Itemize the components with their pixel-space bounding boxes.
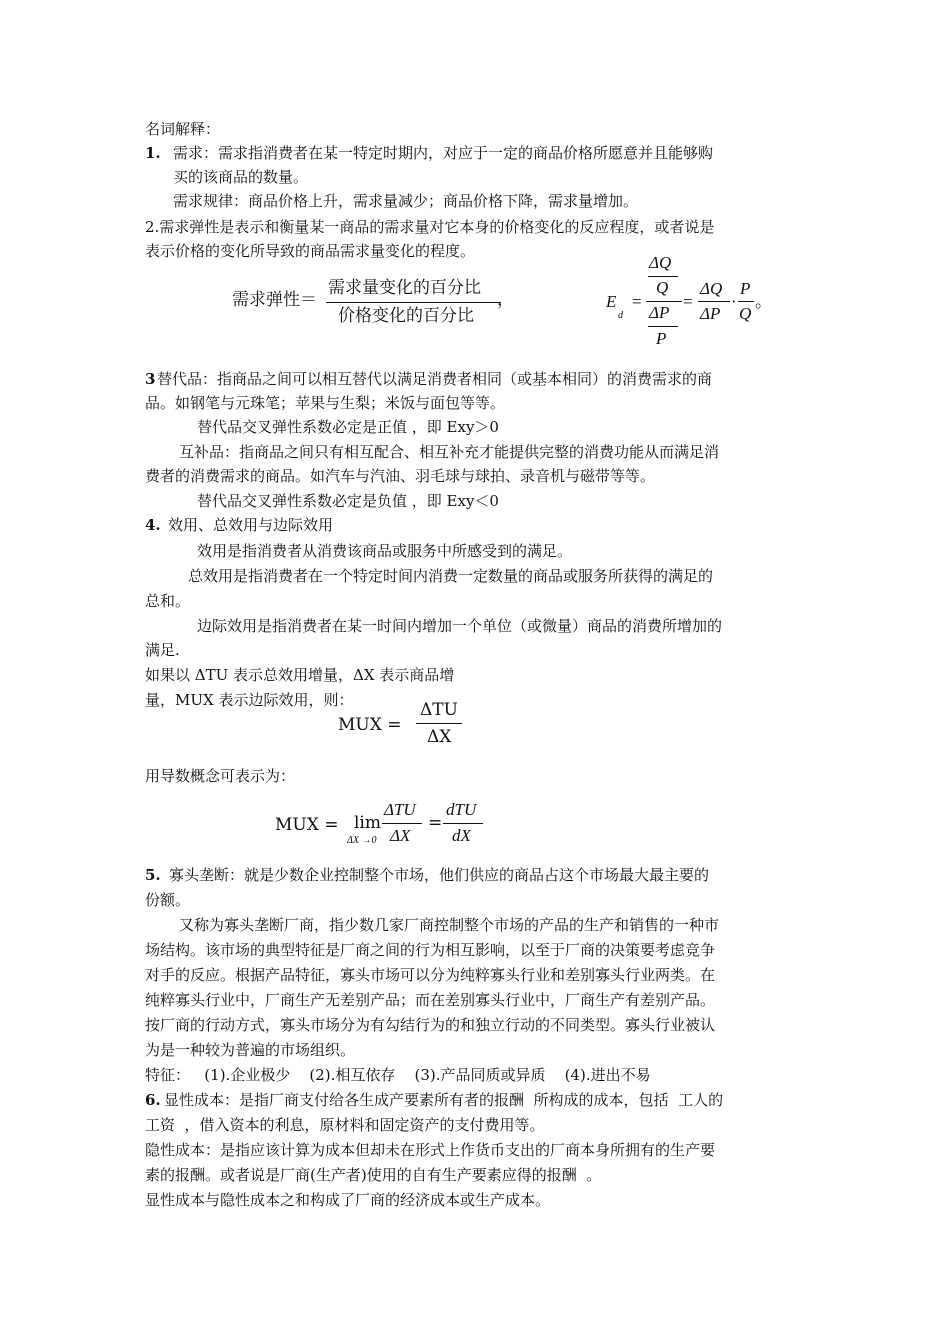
oligopoly-definition-line1: 寡头垄断：就是少数企业控制整个市场，他们供应的商品占这个市场最大最主要的 [169, 866, 710, 884]
delta-p-2: ΔP [700, 304, 721, 323]
limit-fraction-line [382, 823, 422, 824]
formula-comma: ， [497, 290, 514, 310]
fraction-line-3 [738, 301, 754, 302]
derivative-numerator: dTU [446, 800, 477, 819]
p-3: P [740, 279, 751, 298]
item-number-1: 1. [145, 144, 161, 162]
equals-sign-1: = [632, 292, 642, 311]
mux-numerator: ΔTU [420, 700, 458, 720]
notation-line1: 如果以 ΔTU 表示总效用增量，ΔX 表示商品增 [145, 666, 455, 684]
substitute-definition-line1: 替代品：指商品之间可以相互替代以满足消费者相同（或基本相同）的消费需求的商 [157, 370, 713, 388]
demand-definition-line2: 买的该商品的数量。 [173, 168, 309, 186]
oligopoly-definition-line2: 份额。 [145, 891, 191, 909]
limit-denominator: ΔX [390, 826, 411, 845]
lim-operator: lim [354, 813, 381, 833]
mux-denominator: ΔX [427, 727, 452, 747]
formula-fraction-line [326, 302, 501, 303]
implicit-cost-line2: 素的报酬。或者说是厂商(生产者)使用的自有生产要素应得的报酬 。 [145, 1166, 602, 1184]
complement-cross-elasticity: 替代品交叉弹性系数必定是负值 ，即 Exy＜0 [197, 492, 499, 510]
limit-numerator: ΔTU [384, 800, 416, 819]
economic-cost-summary: 显性成本与隐性成本之和构成了厂商的经济成本或生产成本。 [145, 1191, 551, 1209]
derivative-denominator: dX [452, 826, 471, 845]
total-utility-line2: 总和。 [145, 592, 191, 610]
delta-p-bottom: ΔP [649, 303, 670, 322]
delta-q-2: ΔQ [700, 279, 723, 298]
marginal-utility-line1: 边际效用是指消费者在某一时间内增加一个单位（或微量）商品的消费所增加的 [197, 617, 723, 635]
equals-sign-2: = [683, 292, 693, 311]
explicit-cost-line1: 显性成本：是指厂商支付给各生成产要素所有者的报酬 所构成的成本，包括 工人的 [164, 1091, 724, 1109]
inner-fraction-line-top [648, 276, 678, 277]
marginal-utility-line2: 满足. [145, 641, 180, 659]
dot-operator: · [731, 292, 737, 311]
item-number-5: 5. [145, 866, 161, 884]
lim-subscript: ΔX →0 [347, 835, 377, 846]
formula-left-label: 需求弹性＝ [232, 290, 317, 310]
notation-line2: 量，MUX 表示边际效用，则： [145, 691, 354, 709]
demand-definition-line1: 需求：需求指消费者在某一特定时期内，对应于一定的商品价格所愿意并且能够购 [173, 144, 714, 162]
item-number-3: 3 [145, 370, 156, 388]
oligopoly-features: 特征： (1).企业极少 (2).相互依存 (3).产品同质或异质 (4).进出不易 [145, 1066, 651, 1084]
item-number-6: 6. [145, 1091, 161, 1109]
complement-definition-line2: 费者的消费需求的商品。如汽车与汽油、羽毛球与球拍、录音机与磁带等等。 [145, 467, 656, 485]
total-utility-line1: 总效用是指消费者在一个特定时间内消费一定数量的商品或服务所获得的满足的 [188, 567, 714, 585]
substitute-definition-line2: 品。如钢笔与元珠笔；苹果与生梨；米饭与面包等等。 [145, 394, 506, 412]
derivative-intro: 用导数概念可表示为： [145, 767, 296, 785]
formula-numerator: 需求量变化的百分比 [328, 278, 481, 298]
oligopoly-para-line6: 为是一种较为普遍的市场组织。 [145, 1041, 356, 1059]
derivative-fraction-line [443, 823, 483, 824]
oligopoly-para-line2: 场结构。该市场的典型特征是厂商之间的行为相互影响，以至于厂商的决策要考虑竞争 [145, 941, 716, 959]
oligopoly-para-line3: 对手的反应。根据产品特征，寡头市场可以分为纯粹寡头行业和差别寡头行业两类。在 [145, 966, 716, 984]
complement-definition-line1: 互补品：指商品之间只有相互配合、相互补充才能提供完整的消费功能从而满足消 [179, 443, 720, 461]
fraction-line-2 [698, 301, 730, 302]
substitute-cross-elasticity: 替代品交叉弹性系数必定是正值 ，即 Exy＞0 [197, 418, 499, 436]
p-bottom: P [656, 329, 667, 348]
q-3: Q [739, 304, 752, 323]
mux-limit-label: MUX = [275, 815, 339, 835]
mux-label: MUX = [338, 715, 402, 735]
elasticity-definition-line2: 表示价格的变化所导致的商品需求量变化的程度。 [145, 242, 476, 260]
mux-fraction-line [416, 723, 462, 724]
oligopoly-para-line1: 又称为寡头垄断厂商，指少数几家厂商控制整个市场的产品的生产和销售的一种市 [179, 916, 720, 934]
inner-fraction-line-bottom [648, 326, 678, 327]
section-heading: 名词解释： [145, 120, 221, 138]
utility-title: 效用、总效用与边际效用 [168, 516, 334, 534]
limit-equals: = [428, 813, 443, 833]
ed-e-symbol: E [606, 292, 617, 311]
formula-denominator: 价格变化的百分比 [338, 306, 474, 326]
formula-period: 。 [755, 292, 772, 311]
q-top: Q [656, 278, 669, 297]
oligopoly-para-line5: 按厂商的行动方式，寡头市场分为有勾结行为的和独立行动的不同类型。寡头行业被认 [145, 1016, 716, 1034]
delta-q-top: ΔQ [649, 253, 672, 272]
explicit-cost-line2: 工资 ，借入资本的利息，原材料和固定资产的支付费用等。 [145, 1116, 545, 1134]
demand-law: 需求规律：商品价格上升，需求量减少；商品价格下降，需求量增加。 [173, 192, 639, 210]
oligopoly-para-line4: 纯粹寡头行业中，厂商生产无差别产品；而在差别寡头行业中，厂商生产有差别产品。 [145, 991, 716, 1009]
elasticity-definition-line1: 2.需求弹性是表示和衡量某一商品的需求量对它本身的价格变化的反应程度，或者说是 [145, 218, 715, 236]
item-number-4: 4. [145, 516, 161, 534]
implicit-cost-line1: 隐性成本：是指应该计算为成本但却未在形式上作货币支出的厂商本身所拥有的生产要 [145, 1141, 716, 1159]
ed-subscript: d [618, 310, 623, 321]
main-fraction-line [646, 301, 682, 302]
utility-definition: 效用是指消费者从消费该商品或服务中所感受到的满足。 [197, 542, 573, 560]
